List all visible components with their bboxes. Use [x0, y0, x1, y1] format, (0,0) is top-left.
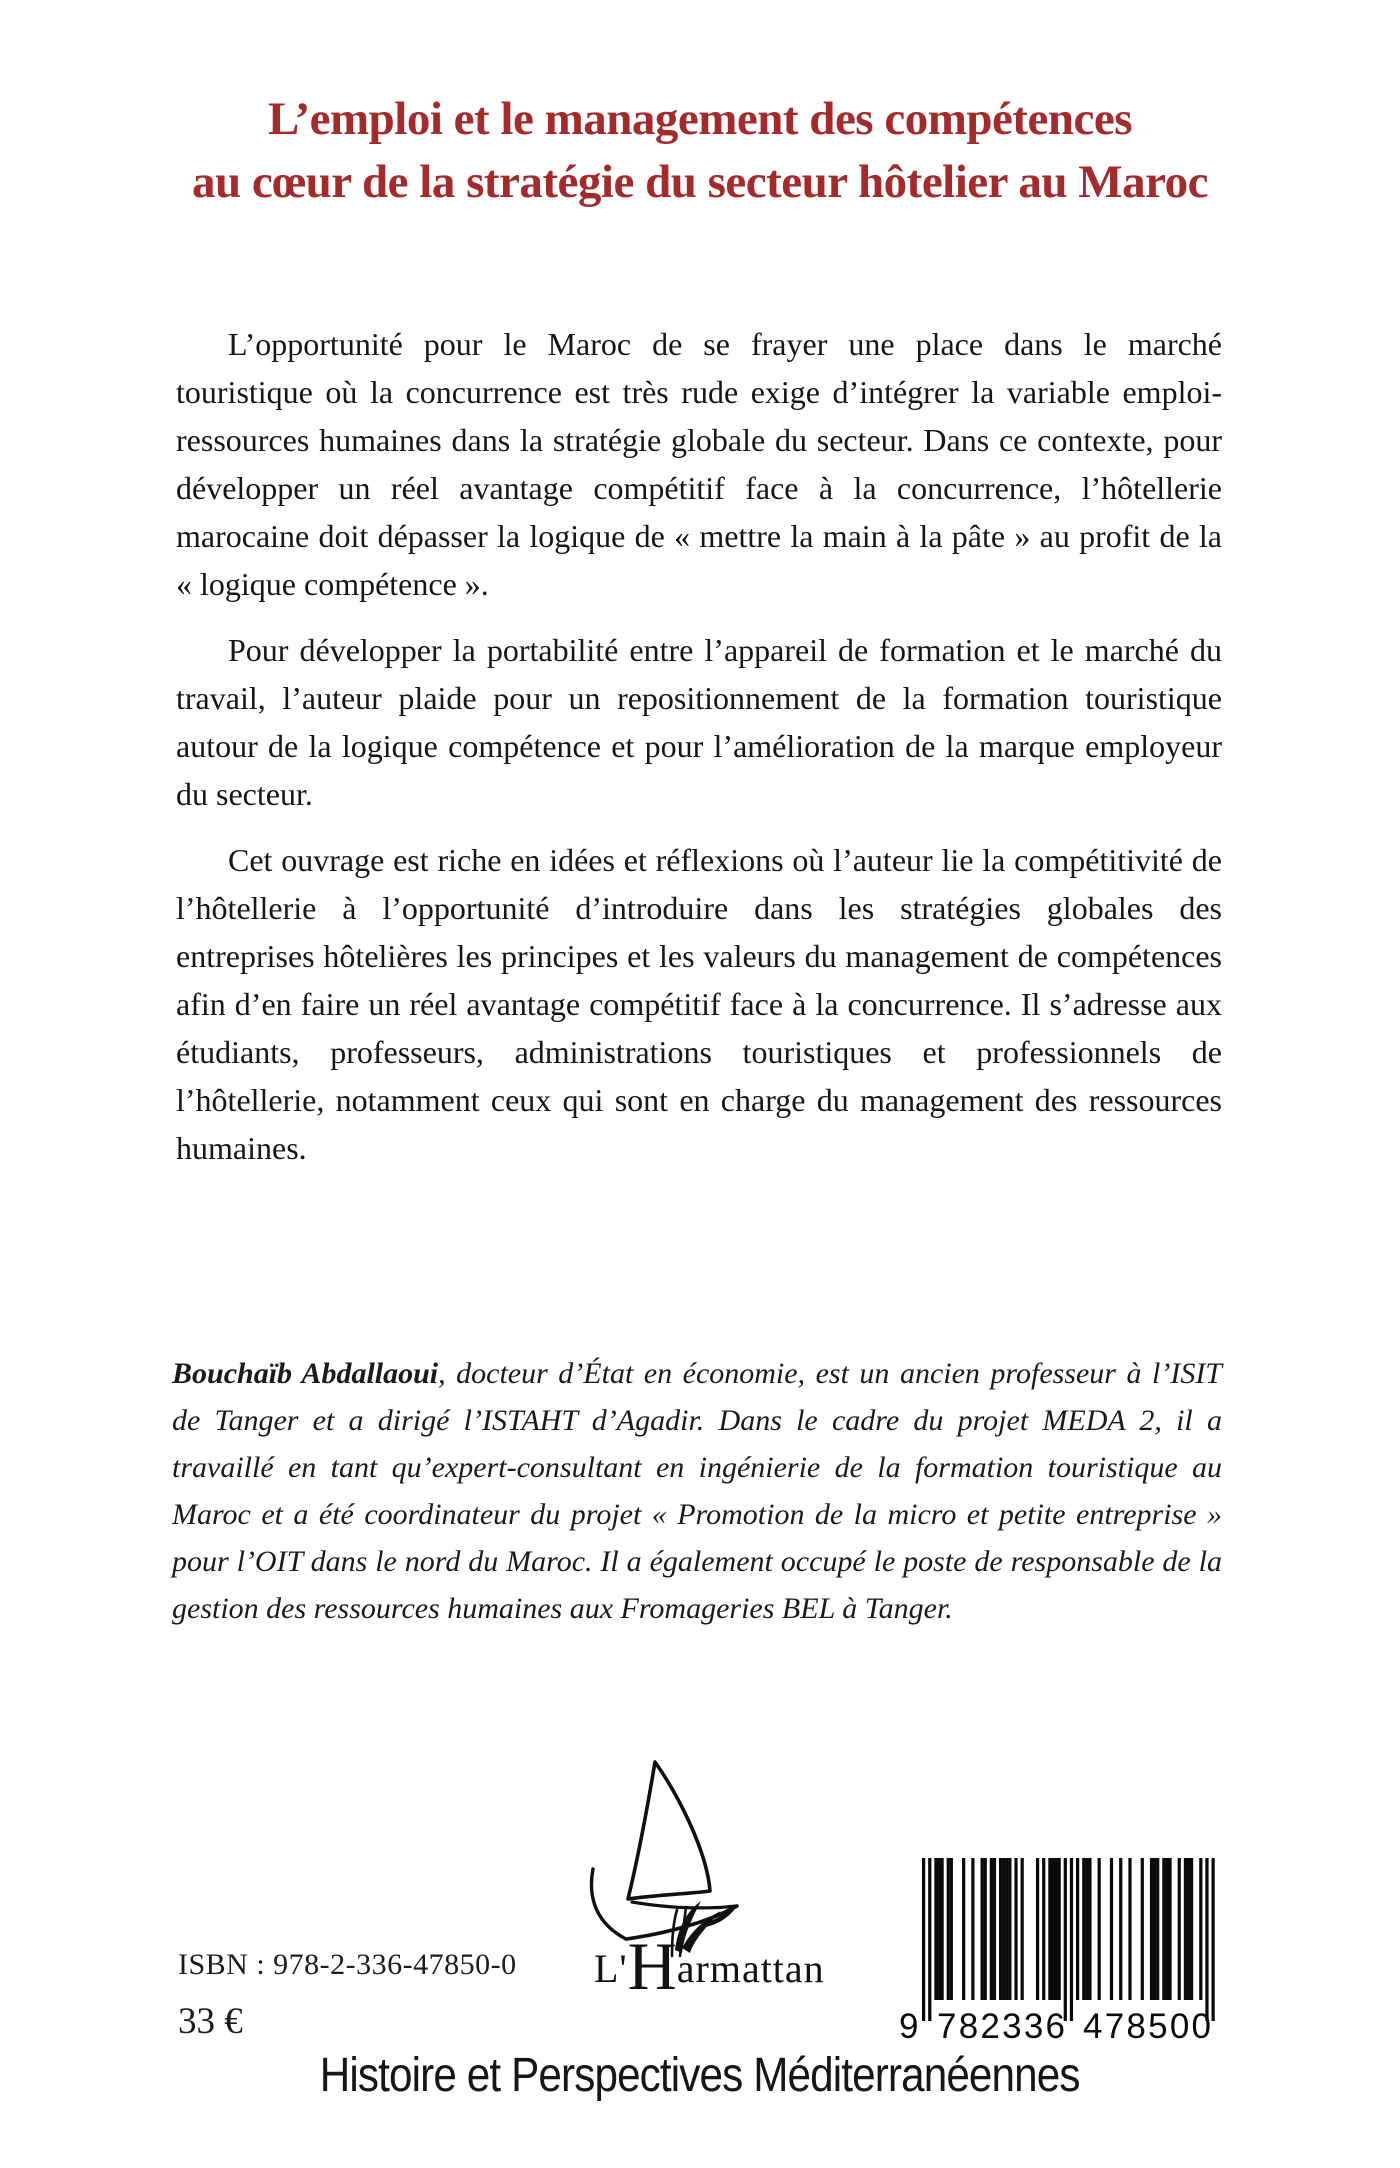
synopsis-paragraph-2: Pour développer la portabilité entre l’appareil de formation et le marché du travail, l’auteur plaide pour un repositionnement de la formation touristique autour de la logique compétence et pour l’amélioration de la marque employeur du secteur. [176, 632, 1222, 812]
author-bio-text: , docteur d’État en économie, est un ancien professeur à l’ISIT de Tanger et a dirigé l’ISTAHT d’Agadir. Dans le cadre du projet MEDA 2, il a travaillé en tant qu’expert-consultant en ingénierie de la formation touristique au Maroc et a été coordinateur du projet « Promotion de la micro et petite entreprise » pour l’OIT dans le nord du Maroc. Il a également occupé le poste de responsable de la gestion des ressources humaines aux Fromageries BEL à Tanger. [172, 1357, 1222, 1625]
ean13-barcode-bars [898, 1858, 1218, 2050]
price-text: 33 € [178, 2001, 243, 2042]
collection-title-text: Histoire et Perspectives Méditerranéennes [320, 2049, 1080, 2102]
barcode-lead-digit: 9 [899, 2007, 919, 2046]
author-bio [172, 1350, 1222, 1632]
publisher-block [560, 1742, 825, 2004]
publisher-name-prefix: L' [594, 1946, 628, 1991]
book-title-line2: au cœur de la stratégie du secteur hôtelier au Maroc [191, 156, 1209, 208]
publisher-name-initial: H [627, 1928, 677, 2004]
book-title [0, 88, 1400, 214]
collection-title [0, 2048, 1400, 2103]
publisher-name-suffix: armattan [676, 1946, 825, 1991]
barcode-right-digits: 478500 [1083, 2007, 1211, 2046]
synopsis-paragraph-3: Cet ouvrage est riche en idées et réflexions où l’auteur lie la compétitivité de l’hôtellerie à l’opportunité d’introduire dans les stratégies globales des entreprises hôtelières les principes et les valeurs du management de compétences afin d’en faire un réel avantage compétitif face à la concurrence. Il s’adresse aux étudiants, professeurs, administrations touristiques et professionnels de l’hôtellerie, notamment ceux qui sont en charge du management des ressources humaines. [176, 842, 1222, 1166]
publisher-name [594, 1927, 825, 2006]
barcode-left-digits: 782336 [937, 2007, 1065, 2046]
isbn-text: ISBN : 978-2-336-47850-0 [178, 1948, 517, 1981]
ean13-barcode [898, 1858, 1218, 2055]
synopsis-paragraph-1: L’opportunité pour le Maroc de se frayer une place dans le marché touristique où la concurrence est très rude exige d’intégrer la variable emploi-ressources humaines dans la stratégie globale du secteur. Dans ce contexte, pour développer un réel avantage compétitif face à la concurrence, l’hôtellerie marocaine doit dépasser la logique de « mettre la main à la pâte » au profit de la « logique compétence ». [176, 326, 1222, 602]
author-name: Bouchaïb Abdallaoui [172, 1357, 439, 1390]
author-bio-paragraph [172, 1350, 1222, 1632]
synopsis [176, 320, 1222, 1190]
book-title-line1: L’emploi et le management des compétences [267, 93, 1133, 145]
